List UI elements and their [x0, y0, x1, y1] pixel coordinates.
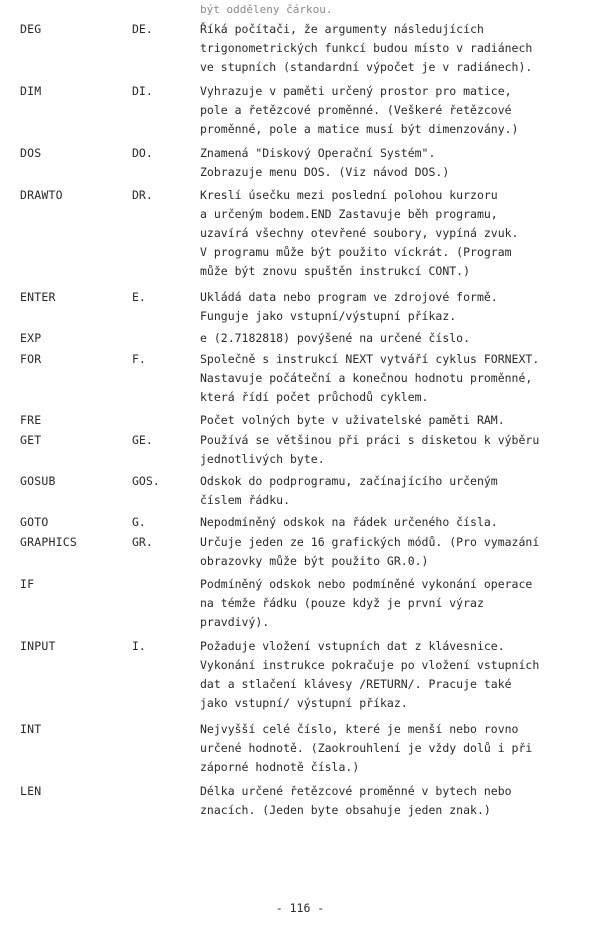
command-description: Podmíněný odskok nebo podmíněné vykonání operace na témže řádku (pouze když je první výraz pravdivý).: [200, 577, 533, 629]
entry-if: [20, 575, 580, 632]
command-name: INT: [20, 722, 42, 736]
command-name: FRE: [20, 413, 42, 427]
command-name: GET: [20, 433, 42, 447]
command-description: Vyhrazuje v paměti určený prostor pro matice, pole a řetězcové proměnné. (Veškeré řetězcové proměnné, pole a matice musí být dimenzovány.): [200, 84, 519, 136]
command-description: Ukládá data nebo program ve zdrojové formě. Funguje jako vstupní/výstupní příkaz.: [200, 290, 498, 323]
command-abbreviation: DO.: [132, 146, 153, 160]
entry-get: [20, 431, 580, 469]
command-description: Počet volných byte v uživatelské paměti RAM.: [200, 413, 505, 427]
command-description: Požaduje vložení vstupních dat z klávesnice. Vykonání instrukce pokračuje po vložení vstupních dat a stlačení klávesy /RETURN/. Pracuje také jako vstupní/ výstupní příkaz.: [200, 639, 540, 710]
command-name: DEG: [20, 22, 42, 36]
continued-text-line: být odděleny čárkou.: [200, 3, 333, 16]
command-abbreviation: GR.: [132, 535, 153, 549]
command-description: Používá se většinou při práci s disketou k výběru jednotlivých byte.: [200, 433, 540, 466]
entry-input: [20, 637, 580, 713]
entry-drawto: [20, 186, 580, 281]
entry-exp: [20, 329, 580, 348]
command-abbreviation: DR.: [132, 188, 153, 202]
command-name: FOR: [20, 352, 42, 366]
entry-int: [20, 720, 580, 777]
page-number: - 116 -: [275, 901, 325, 915]
command-description: Společně s instrukcí NEXT vytváří cyklus FORNEXT. Nastavuje počáteční a konečnou hodnotu proměnné, která řídí počet průchodů cyklem.: [200, 352, 540, 404]
command-description: e (2.7182818) povýšené na určené číslo.: [200, 331, 471, 345]
entry-len: [20, 782, 580, 820]
command-abbreviation: DE.: [132, 22, 153, 36]
command-abbreviation: GE.: [132, 433, 153, 447]
command-description: Kreslí úsečku mezi poslední polohou kurzoru a určeným bodem.END Zastavuje běh programu, uzavírá všechny otevřené soubory, vypíná zvuk. V programu může být použito víckrát. (Program může být znovu spuštěn instrukcí CONT.): [200, 188, 519, 278]
command-description: Nejvyšší celé číslo, které je menší nebo rovno určené hodnotě. (Zaokrouhlení je vždy dolů i při záporné hodnotě čísla.): [200, 722, 533, 774]
entry-for: [20, 350, 580, 407]
entry-deg: [20, 20, 580, 77]
command-abbreviation: GOS.: [132, 474, 160, 488]
command-name: DIM: [20, 84, 42, 98]
entry-enter: [20, 288, 580, 326]
command-description: Znamená "Diskový Operační Systém". Zobrazuje menu DOS. (Viz návod DOS.): [200, 146, 450, 179]
command-description: Délka určené řetězcové proměnné v bytech nebo znacích. (Jeden byte obsahuje jeden znak.): [200, 784, 512, 817]
command-name: GOTO: [20, 515, 49, 529]
command-name: IF: [20, 577, 35, 591]
entry-gosub: [20, 472, 580, 510]
command-name: DOS: [20, 146, 42, 160]
command-name: LEN: [20, 784, 42, 798]
command-abbreviation: F.: [132, 352, 146, 366]
command-name: EXP: [20, 331, 42, 345]
entry-dos: [20, 144, 580, 182]
entry-graphics: [20, 533, 580, 571]
command-description: Určuje jeden ze 16 grafických módů. (Pro vymazání obrazovky může být použito GR.0.): [200, 535, 540, 568]
command-abbreviation: G.: [132, 515, 146, 529]
entry-goto: [20, 513, 580, 532]
command-name: GRAPHICS: [20, 535, 77, 549]
command-name: DRAWTO: [20, 188, 63, 202]
command-name: GOSUB: [20, 474, 56, 488]
command-name: INPUT: [20, 639, 56, 653]
command-abbreviation: DI.: [132, 84, 153, 98]
entry-fre: [20, 411, 580, 430]
command-abbreviation: E.: [132, 290, 146, 304]
command-description: Odskok do podprogramu, začínajícího určeným číslem řádku.: [200, 474, 498, 507]
command-description: Nepodmíněný odskok na řádek určeného čísla.: [200, 515, 498, 529]
command-name: ENTER: [20, 290, 56, 304]
command-description: Říká počítači, že argumenty následujících trigonometrických funkcí budou místo v radiánech ve stupních (standardní výpočet je v radiánech).: [200, 22, 533, 74]
command-abbreviation: I.: [132, 639, 146, 653]
entry-dim: [20, 82, 580, 139]
